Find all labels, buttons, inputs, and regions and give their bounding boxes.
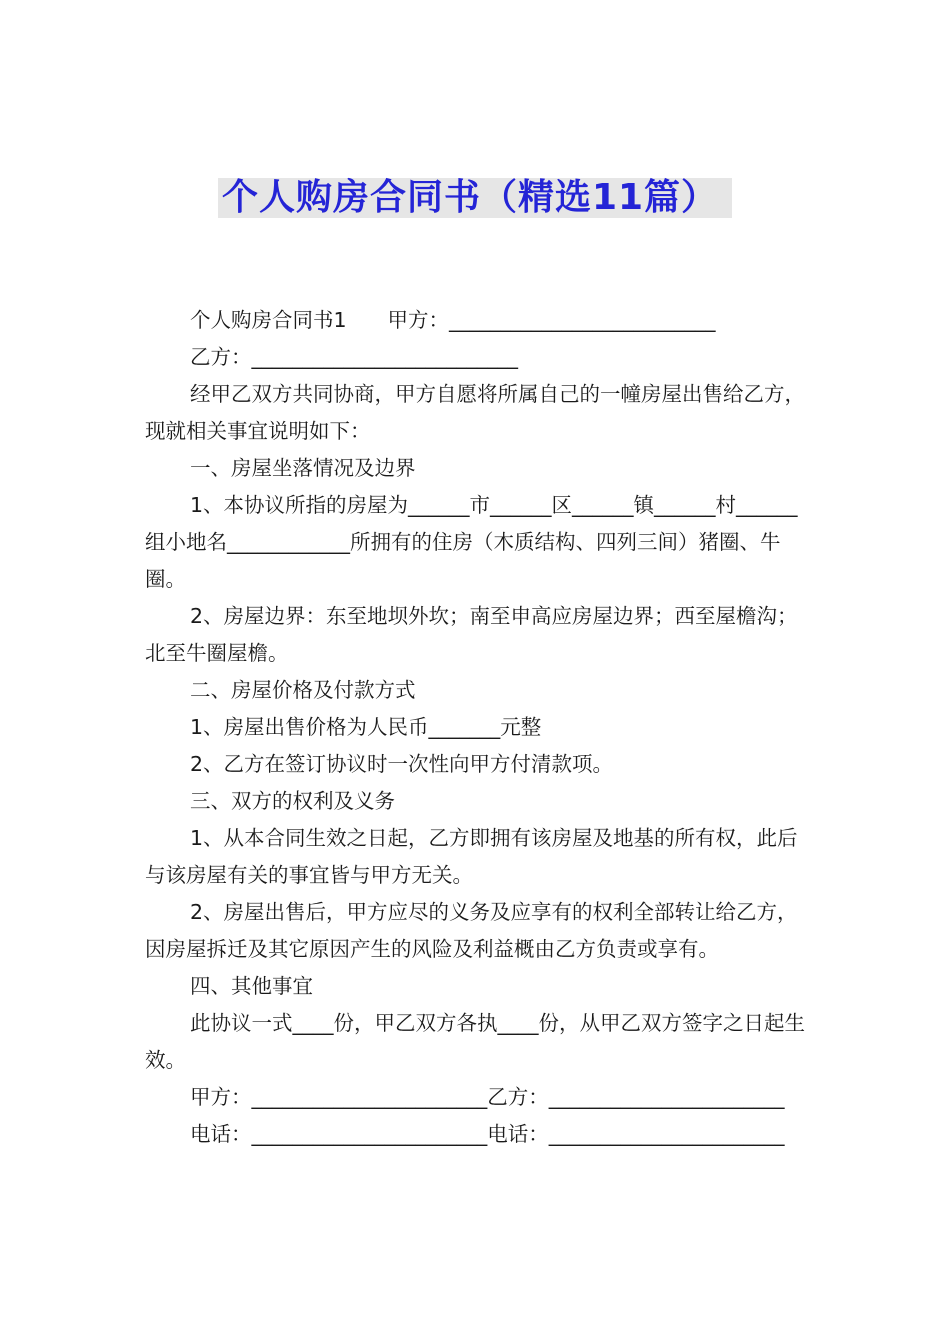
paragraph-ownership: 1、从本合同生效之日起，乙方即拥有该房屋及地基的所有权，此后与该房屋有关的事宜皆与甲方无关。 (145, 826, 798, 887)
signature-line: 甲方：_______________________乙方：_______________________ (190, 1085, 785, 1109)
paragraph-location: 1、本协议所指的房屋为______市______区______镇______村______组小地名____________所拥有的住房（木质结构、四列三间）猪圈、牛圈。 (145, 493, 798, 591)
document-body (145, 302, 810, 1153)
paragraph-party-b: 乙方：__________________________ (190, 345, 518, 369)
paragraph-boundaries: 2、房屋边界：东至地坝外坎；南至申高应房屋边界；西至屋檐沟；北至牛圈屋檐。 (145, 604, 798, 665)
paragraph-rights-transfer: 2、房屋出售后，甲方应尽的义务及应享有的权利全部转让给乙方，因房屋拆迁及其它原因产生的风险及利益概由乙方负责或享有。 (145, 900, 798, 961)
paragraph-copies: 此协议一式____份，甲乙双方各执____份，从甲乙双方签字之日起生效。 (145, 1011, 805, 1072)
section-heading-4: 四、其他事宜 (190, 974, 313, 998)
title-container (0, 178, 950, 218)
paragraph-heading-party-a: 个人购房合同书1 甲方：__________________________ (190, 308, 716, 332)
section-heading-1: 一、房屋坐落情况及边界 (190, 456, 416, 480)
phone-line: 电话：_______________________电话：_______________________ (190, 1122, 785, 1146)
document-title: 个人购房合同书（精选11篇） (218, 178, 732, 218)
paragraph-price: 1、房屋出售价格为人民币_______元整 (190, 715, 542, 739)
paragraph-intro: 经甲乙双方共同协商，甲方自愿将所属自己的一幢房屋出售给乙方，现就相关事宜说明如下： (145, 382, 805, 443)
paragraph-payment: 2、乙方在签订协议时一次性向甲方付清款项。 (190, 752, 614, 776)
section-heading-3: 三、双方的权利及义务 (190, 789, 395, 813)
section-heading-2: 二、房屋价格及付款方式 (190, 678, 416, 702)
